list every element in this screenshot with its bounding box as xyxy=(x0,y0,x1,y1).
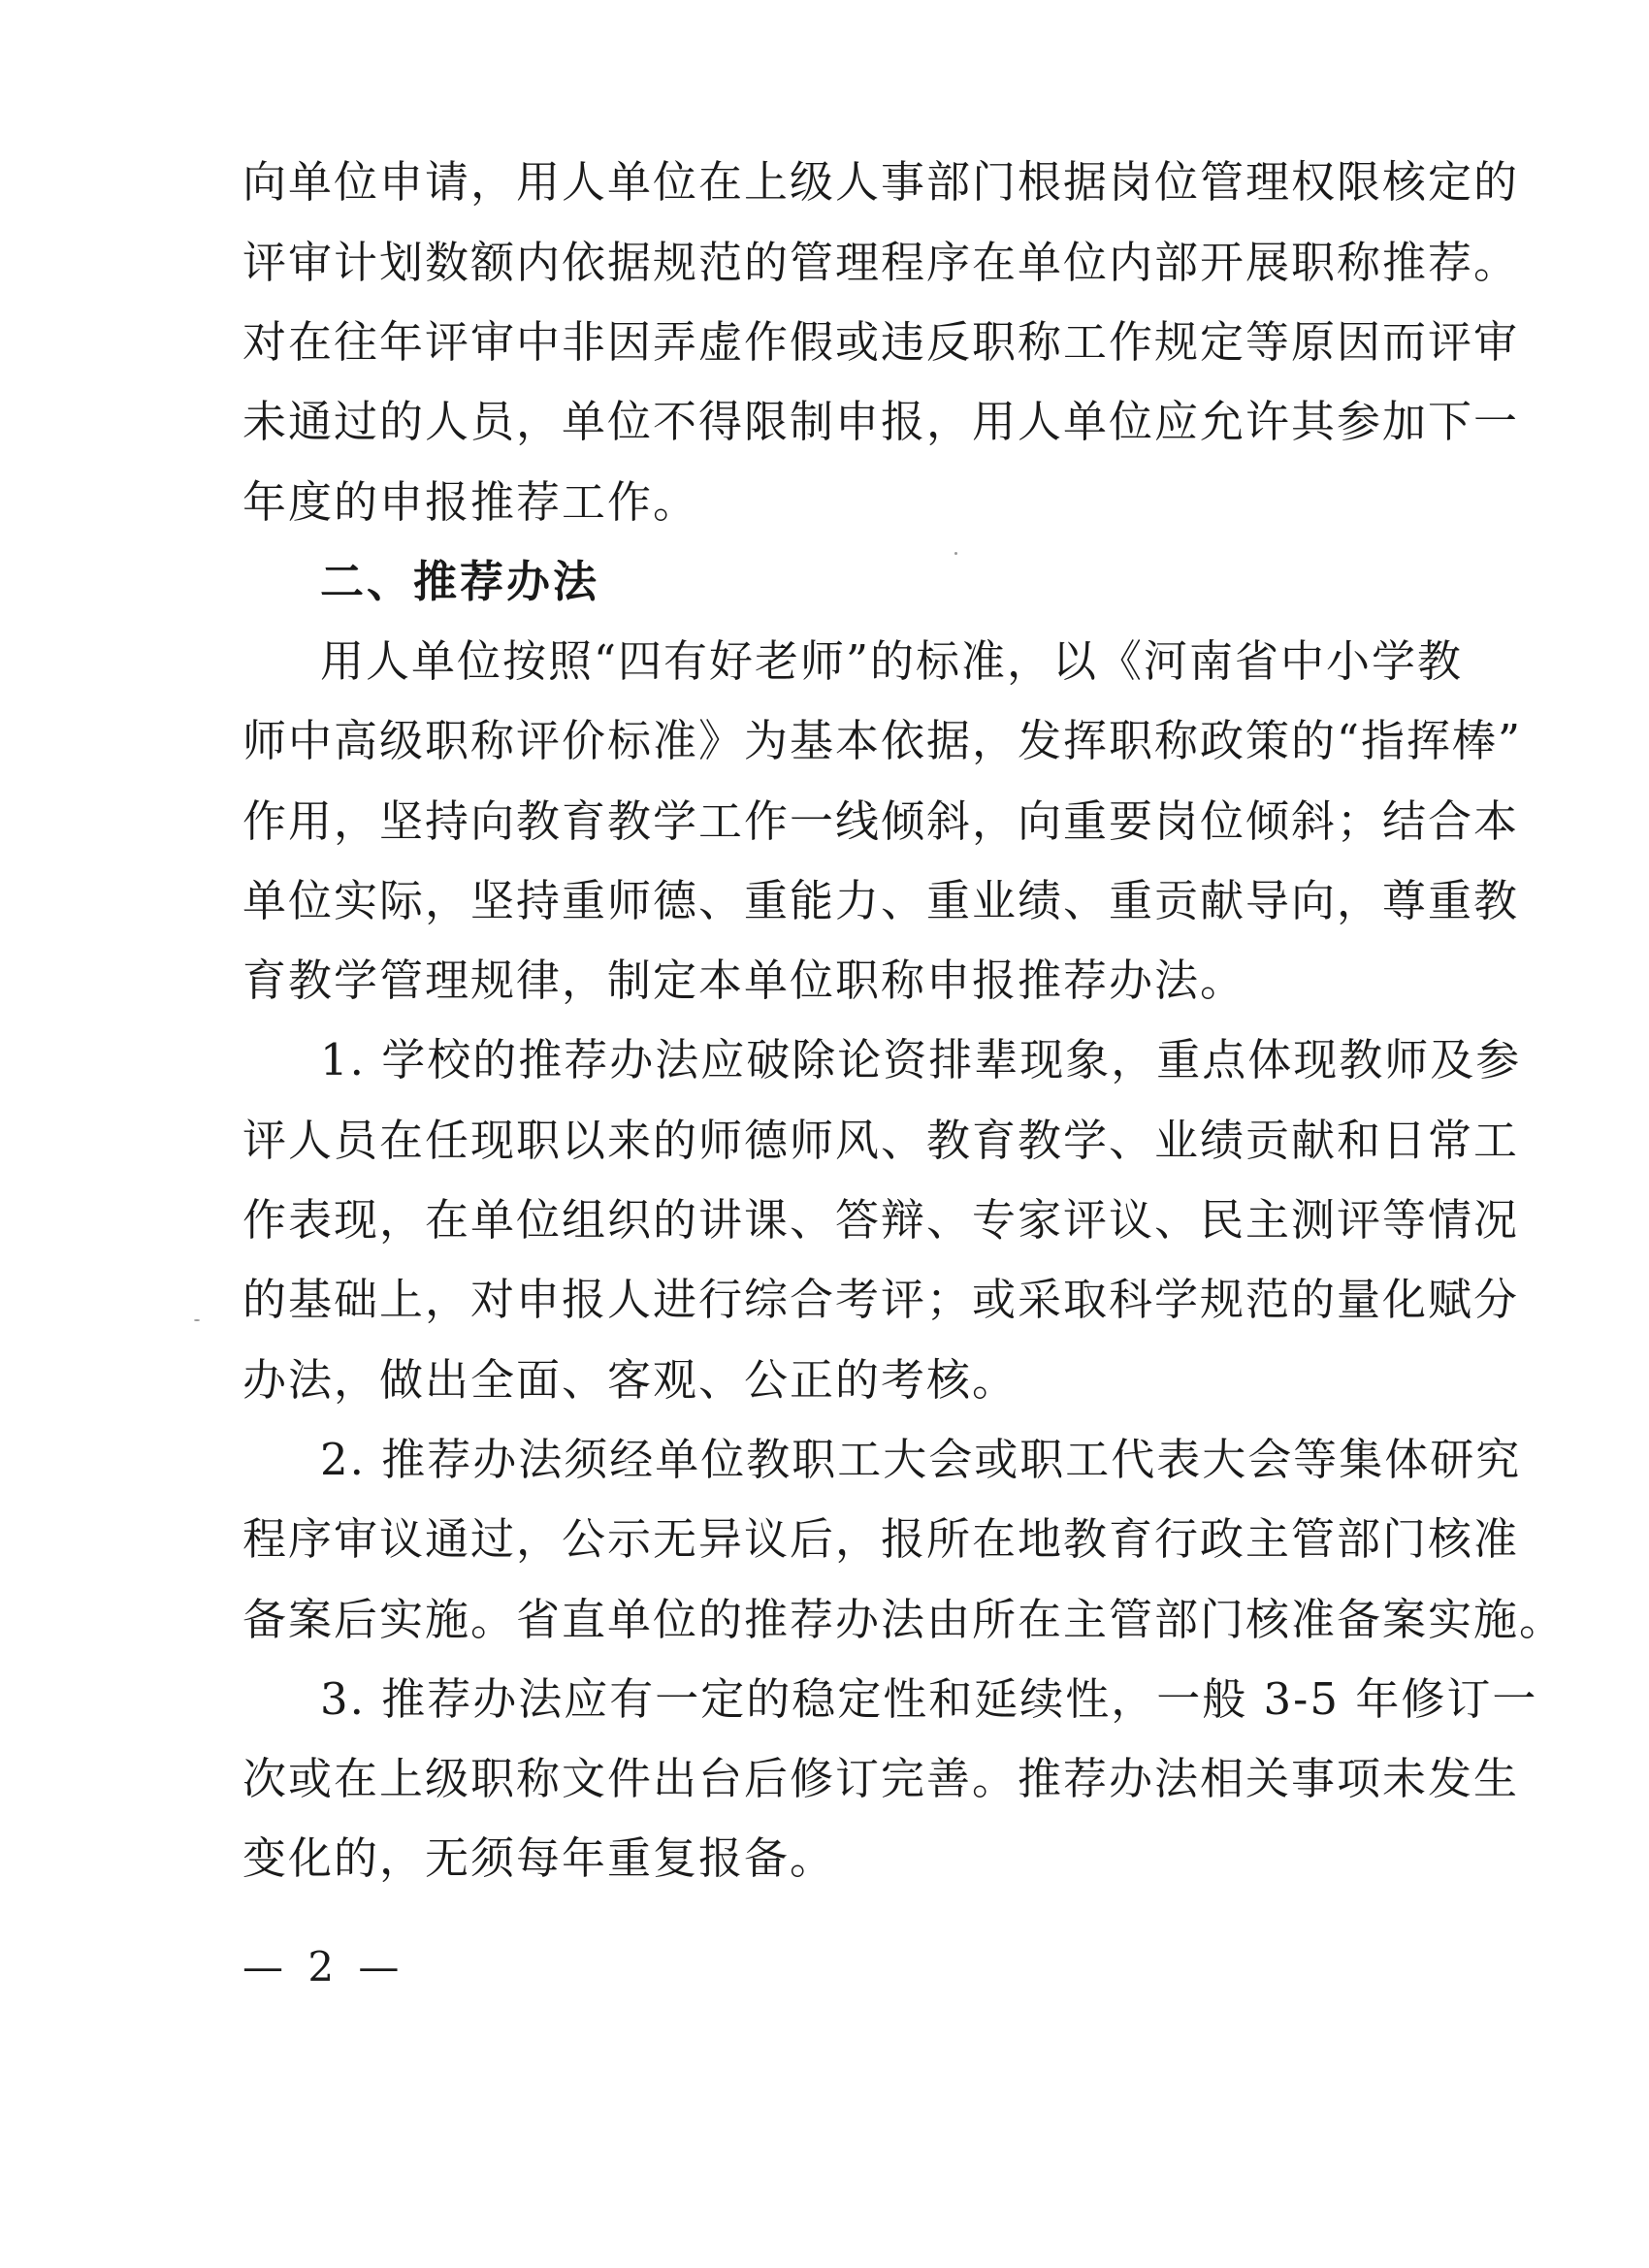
scan-speck xyxy=(954,552,957,555)
text-line-12: 1. 学校的推荐办法应破除论资排辈现象，重点体现教师及参 xyxy=(320,1034,1522,1085)
text-line-13: 评人员在任现职以来的师德师风、教育教学、业绩贡献和日常工 xyxy=(242,1115,1520,1166)
text-line-11: 育教学管理规律，制定本单位职称申报推荐办法。 xyxy=(242,955,1246,1006)
text-line-15: 的基础上，对申报人进行综合考评；或采取科学规范的量化赋分 xyxy=(242,1274,1520,1325)
page-number: — 2 — xyxy=(242,1943,405,1991)
text-line-5: 年度的申报推荐工作。 xyxy=(242,476,699,528)
text-line-20: 3. 推荐办法应有一定的稳定性和延续性，一般 3-5 年修订一 xyxy=(320,1673,1538,1725)
text-line-21: 次或在上级职称文件出台后修订完善。推荐办法相关事项未发生 xyxy=(242,1753,1520,1804)
text-line-2: 评审计划数额内依据规范的管理程序在单位内部开展职称推荐。 xyxy=(242,237,1520,288)
text-line-10: 单位实际，坚持重师德、重能力、重业绩、重贡献导向，尊重教 xyxy=(242,875,1520,926)
text-line-3: 对在往年评审中非因弄虚作假或违反职称工作规定等原因而评审 xyxy=(242,316,1520,368)
text-line-14: 作表现，在单位组织的讲课、答辩、专家评议、民主测评等情况 xyxy=(242,1194,1520,1246)
text-line-7: 用人单位按照“四有好老师”的标准，以《河南省中小学教 xyxy=(320,635,1464,687)
text-line-4: 未通过的人员，单位不得限制申报，用人单位应允许其参加下一 xyxy=(242,396,1520,447)
text-line-18: 程序审议通过，公示无异议后，报所在地教育行政主管部门核准 xyxy=(242,1513,1520,1565)
text-line-1: 向单位申请，用人单位在上级人事部门根据岗位管理权限核定的 xyxy=(242,156,1520,208)
text-line-16: 办法，做出全面、客观、公正的考核。 xyxy=(242,1354,1018,1406)
text-line-9: 作用，坚持向教育教学工作一线倾斜，向重要岗位倾斜；结合本 xyxy=(242,795,1520,847)
text-line-22: 变化的，无须每年重复报备。 xyxy=(242,1832,836,1884)
text-line-8: 师中高级职称评价标准》为基本依据，发挥职称政策的“指挥棒” xyxy=(242,715,1523,766)
section-heading: 二、推荐办法 xyxy=(320,556,600,607)
text-line-19: 备案后实施。省直单位的推荐办法由所在主管部门核准备案实施。 xyxy=(242,1594,1566,1645)
scan-speck xyxy=(194,1319,200,1321)
text-line-17: 2. 推荐办法须经单位教职工大会或职工代表大会等集体研究 xyxy=(320,1434,1522,1485)
